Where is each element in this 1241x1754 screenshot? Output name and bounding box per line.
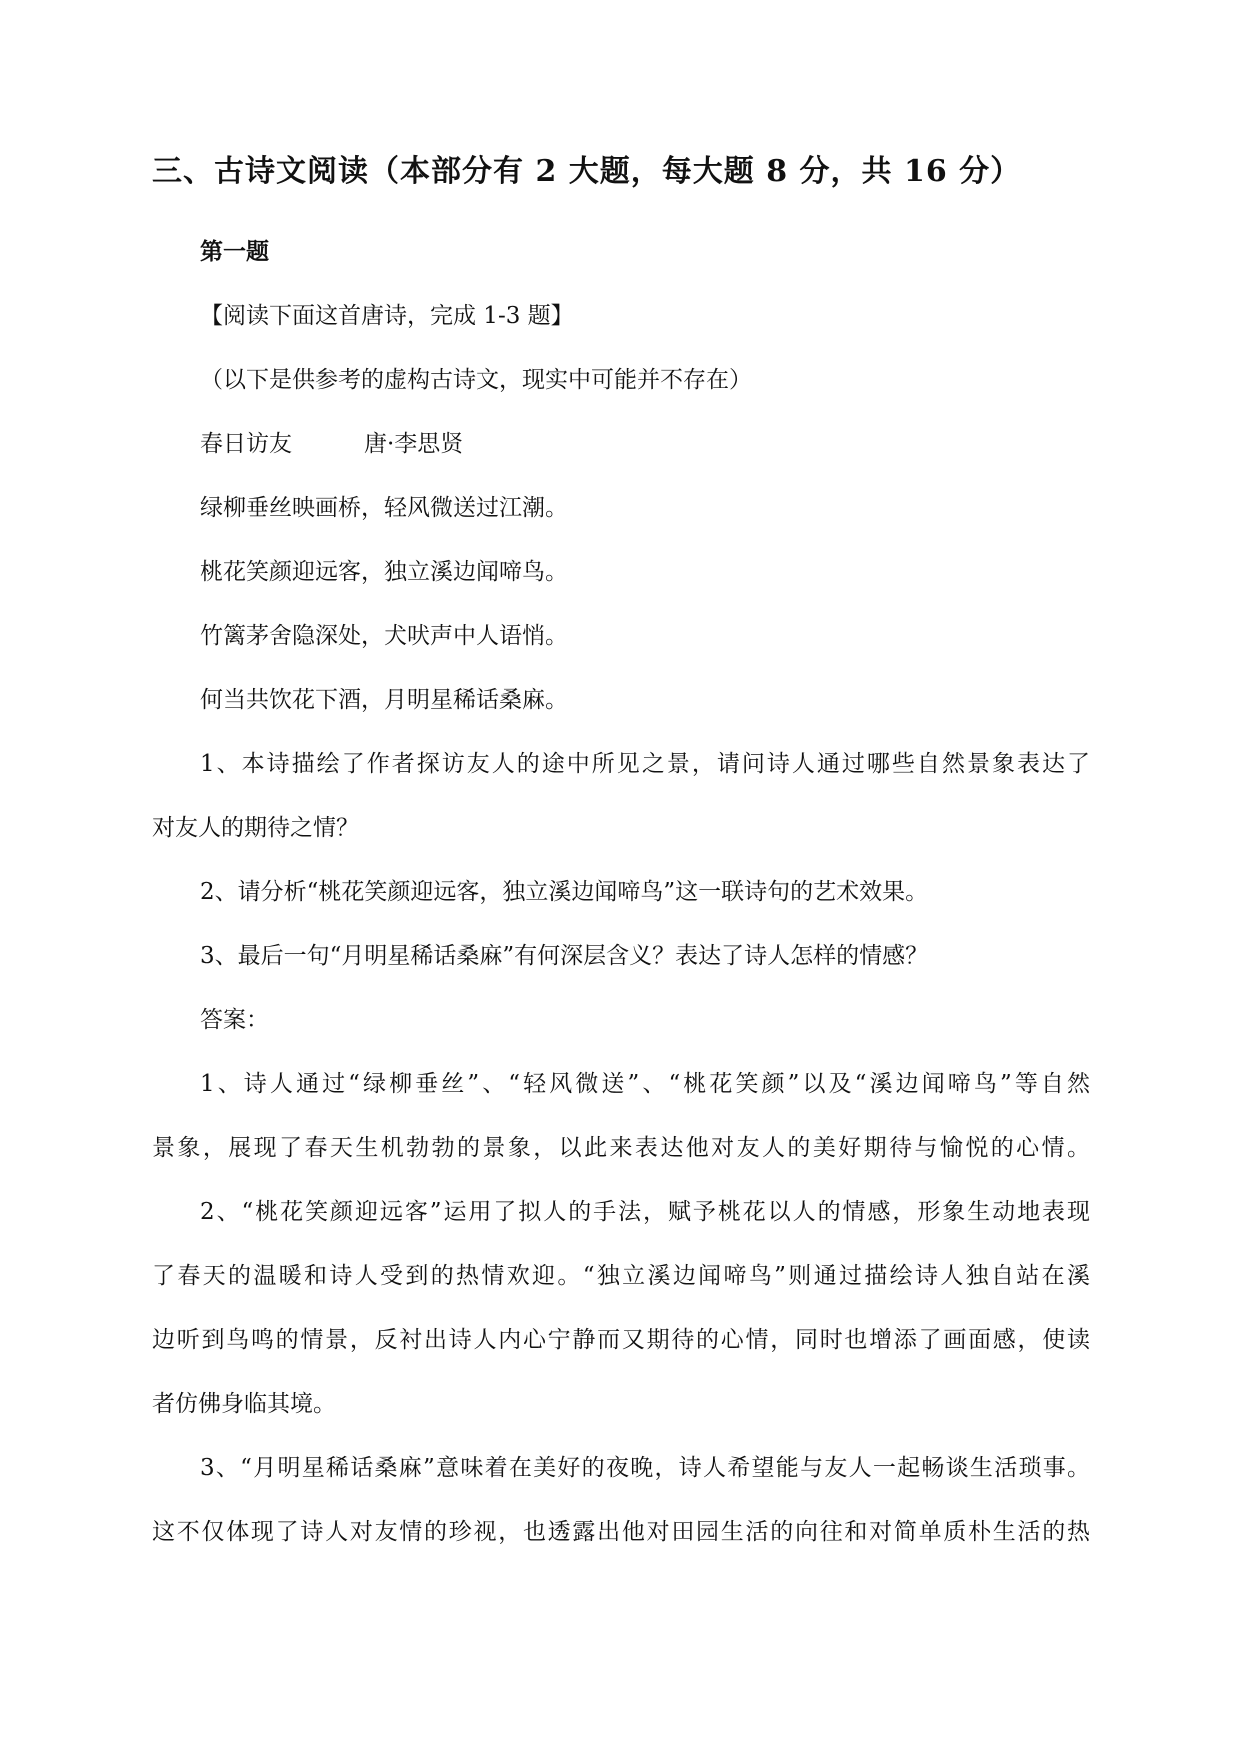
- fiction-note: （以下是供参考的虚构古诗文，现实中可能并不存在）: [200, 367, 752, 393]
- poem-line: 桃花笑颜迎远客，独立溪边闻啼鸟。: [200, 559, 568, 585]
- question-group-heading: 第一题: [200, 238, 269, 265]
- poem-line: 竹篱茅舍隐深处，犬吠声中人语悄。: [200, 623, 568, 649]
- question-2: 2、请分析“桃花笑颜迎远客，独立溪边闻啼鸟”这一联诗句的艺术效果。: [200, 879, 929, 905]
- reading-instruction: 【阅读下面这首唐诗，完成 1-3 题】: [200, 303, 574, 329]
- question-1-continued: 对友人的期待之情？: [152, 815, 359, 841]
- poem-line: 何当共饮花下酒，月明星稀话桑麻。: [200, 687, 568, 713]
- question-1: 1、本诗描绘了作者探访友人的途中所见之景，请问诗人通过哪些自然景象表达了: [200, 751, 1090, 777]
- answer-3: 3、“月明星稀话桑麻”意味着在美好的夜晚，诗人希望能与友人一起畅谈生活琐事。: [200, 1455, 1090, 1481]
- answer-label: 答案：: [200, 1007, 269, 1033]
- answer-1-continued: 景象，展现了春天生机勃勃的景象，以此来表达他对友人的美好期待与愉悦的心情。: [152, 1135, 1090, 1161]
- section-title: 三、古诗文阅读（本部分有 2 大题，每大题 8 分，共 16 分）: [152, 154, 1022, 189]
- answer-2: 2、“桃花笑颜迎远客”运用了拟人的手法，赋予桃花以人的情感，形象生动地表现: [200, 1199, 1090, 1225]
- answer-2-continued: 了春天的温暖和诗人受到的热情欢迎。“独立溪边闻啼鸟”则通过描绘诗人独自站在溪: [152, 1263, 1090, 1289]
- answer-2-continued: 者仿佛身临其境。: [152, 1391, 336, 1417]
- question-3: 3、最后一句“月明星稀话桑麻”有何深层含义？表达了诗人怎样的情感？: [200, 943, 929, 969]
- poem-author: 唐·李思贤: [364, 431, 464, 457]
- answer-2-continued: 边听到鸟鸣的情景，反衬出诗人内心宁静而又期待的心情，同时也增添了画面感，使读: [152, 1327, 1090, 1353]
- poem-title: 春日访友: [200, 431, 292, 457]
- poem-header: [200, 428, 463, 460]
- poem-line: 绿柳垂丝映画桥，轻风微送过江潮。: [200, 495, 568, 521]
- answer-3-continued: 这不仅体现了诗人对友情的珍视，也透露出他对田园生活的向往和对简单质朴生活的热: [152, 1519, 1090, 1545]
- answer-1: 1、诗人通过“绿柳垂丝”、“轻风微送”、“桃花笑颜”以及“溪边闻啼鸟”等自然: [200, 1071, 1090, 1097]
